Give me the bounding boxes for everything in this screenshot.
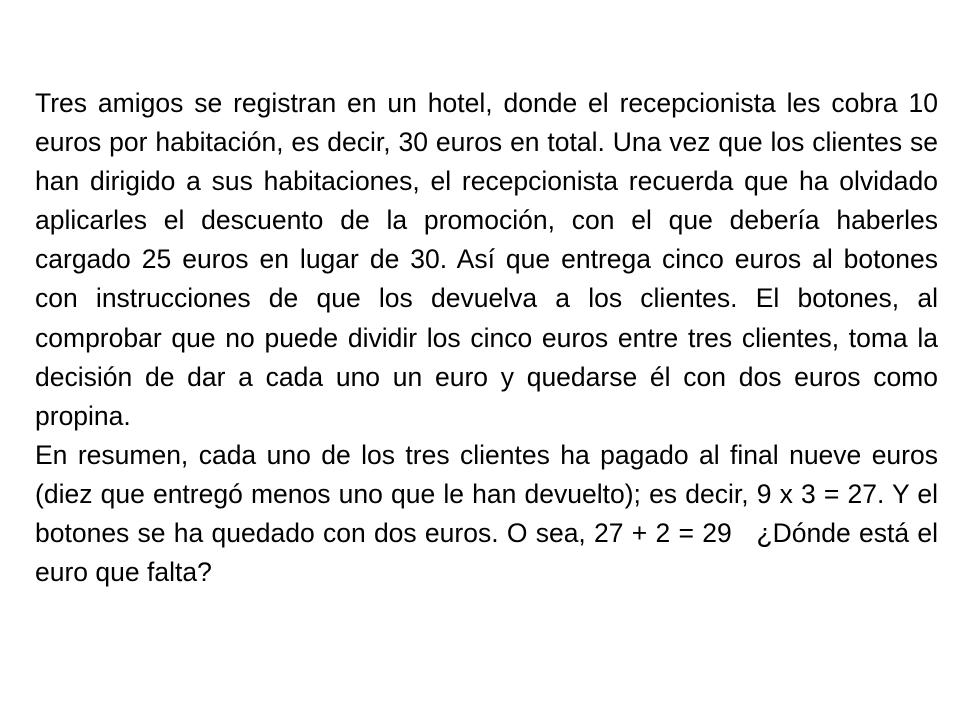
- paragraph-story: Tres amigos se registran en un hotel, donde el recepcionista les cobra 10 euros por habitación, es decir, 30 euros en total. Una vez que los clientes se han dirigido a sus habitaciones, el recepcionista recuerda que ha olvidado aplicarles el descuento de la promoción, con el que debería haberles cargado 25 euros en lugar de 30. Así que entrega cinco euros al botones con instrucciones de que los devuelva a los clientes. El botones, al comprobar que no puede dividir los cinco euros entre tres clientes, toma la decisión de dar a cada uno un euro y quedarse él con dos euros como propina.: [35, 88, 938, 431]
- body-text: [35, 84, 946, 592]
- paragraph-question: En resumen, cada uno de los tres clientes ha pagado al final nueve euros (diez que entregó menos uno que le han devuelto); es decir, 9 x 3 = 27. Y el botones se ha quedado con dos euros. O sea, 27 + 2 = 29 ¿Dónde está el euro que falta?: [35, 439, 946, 588]
